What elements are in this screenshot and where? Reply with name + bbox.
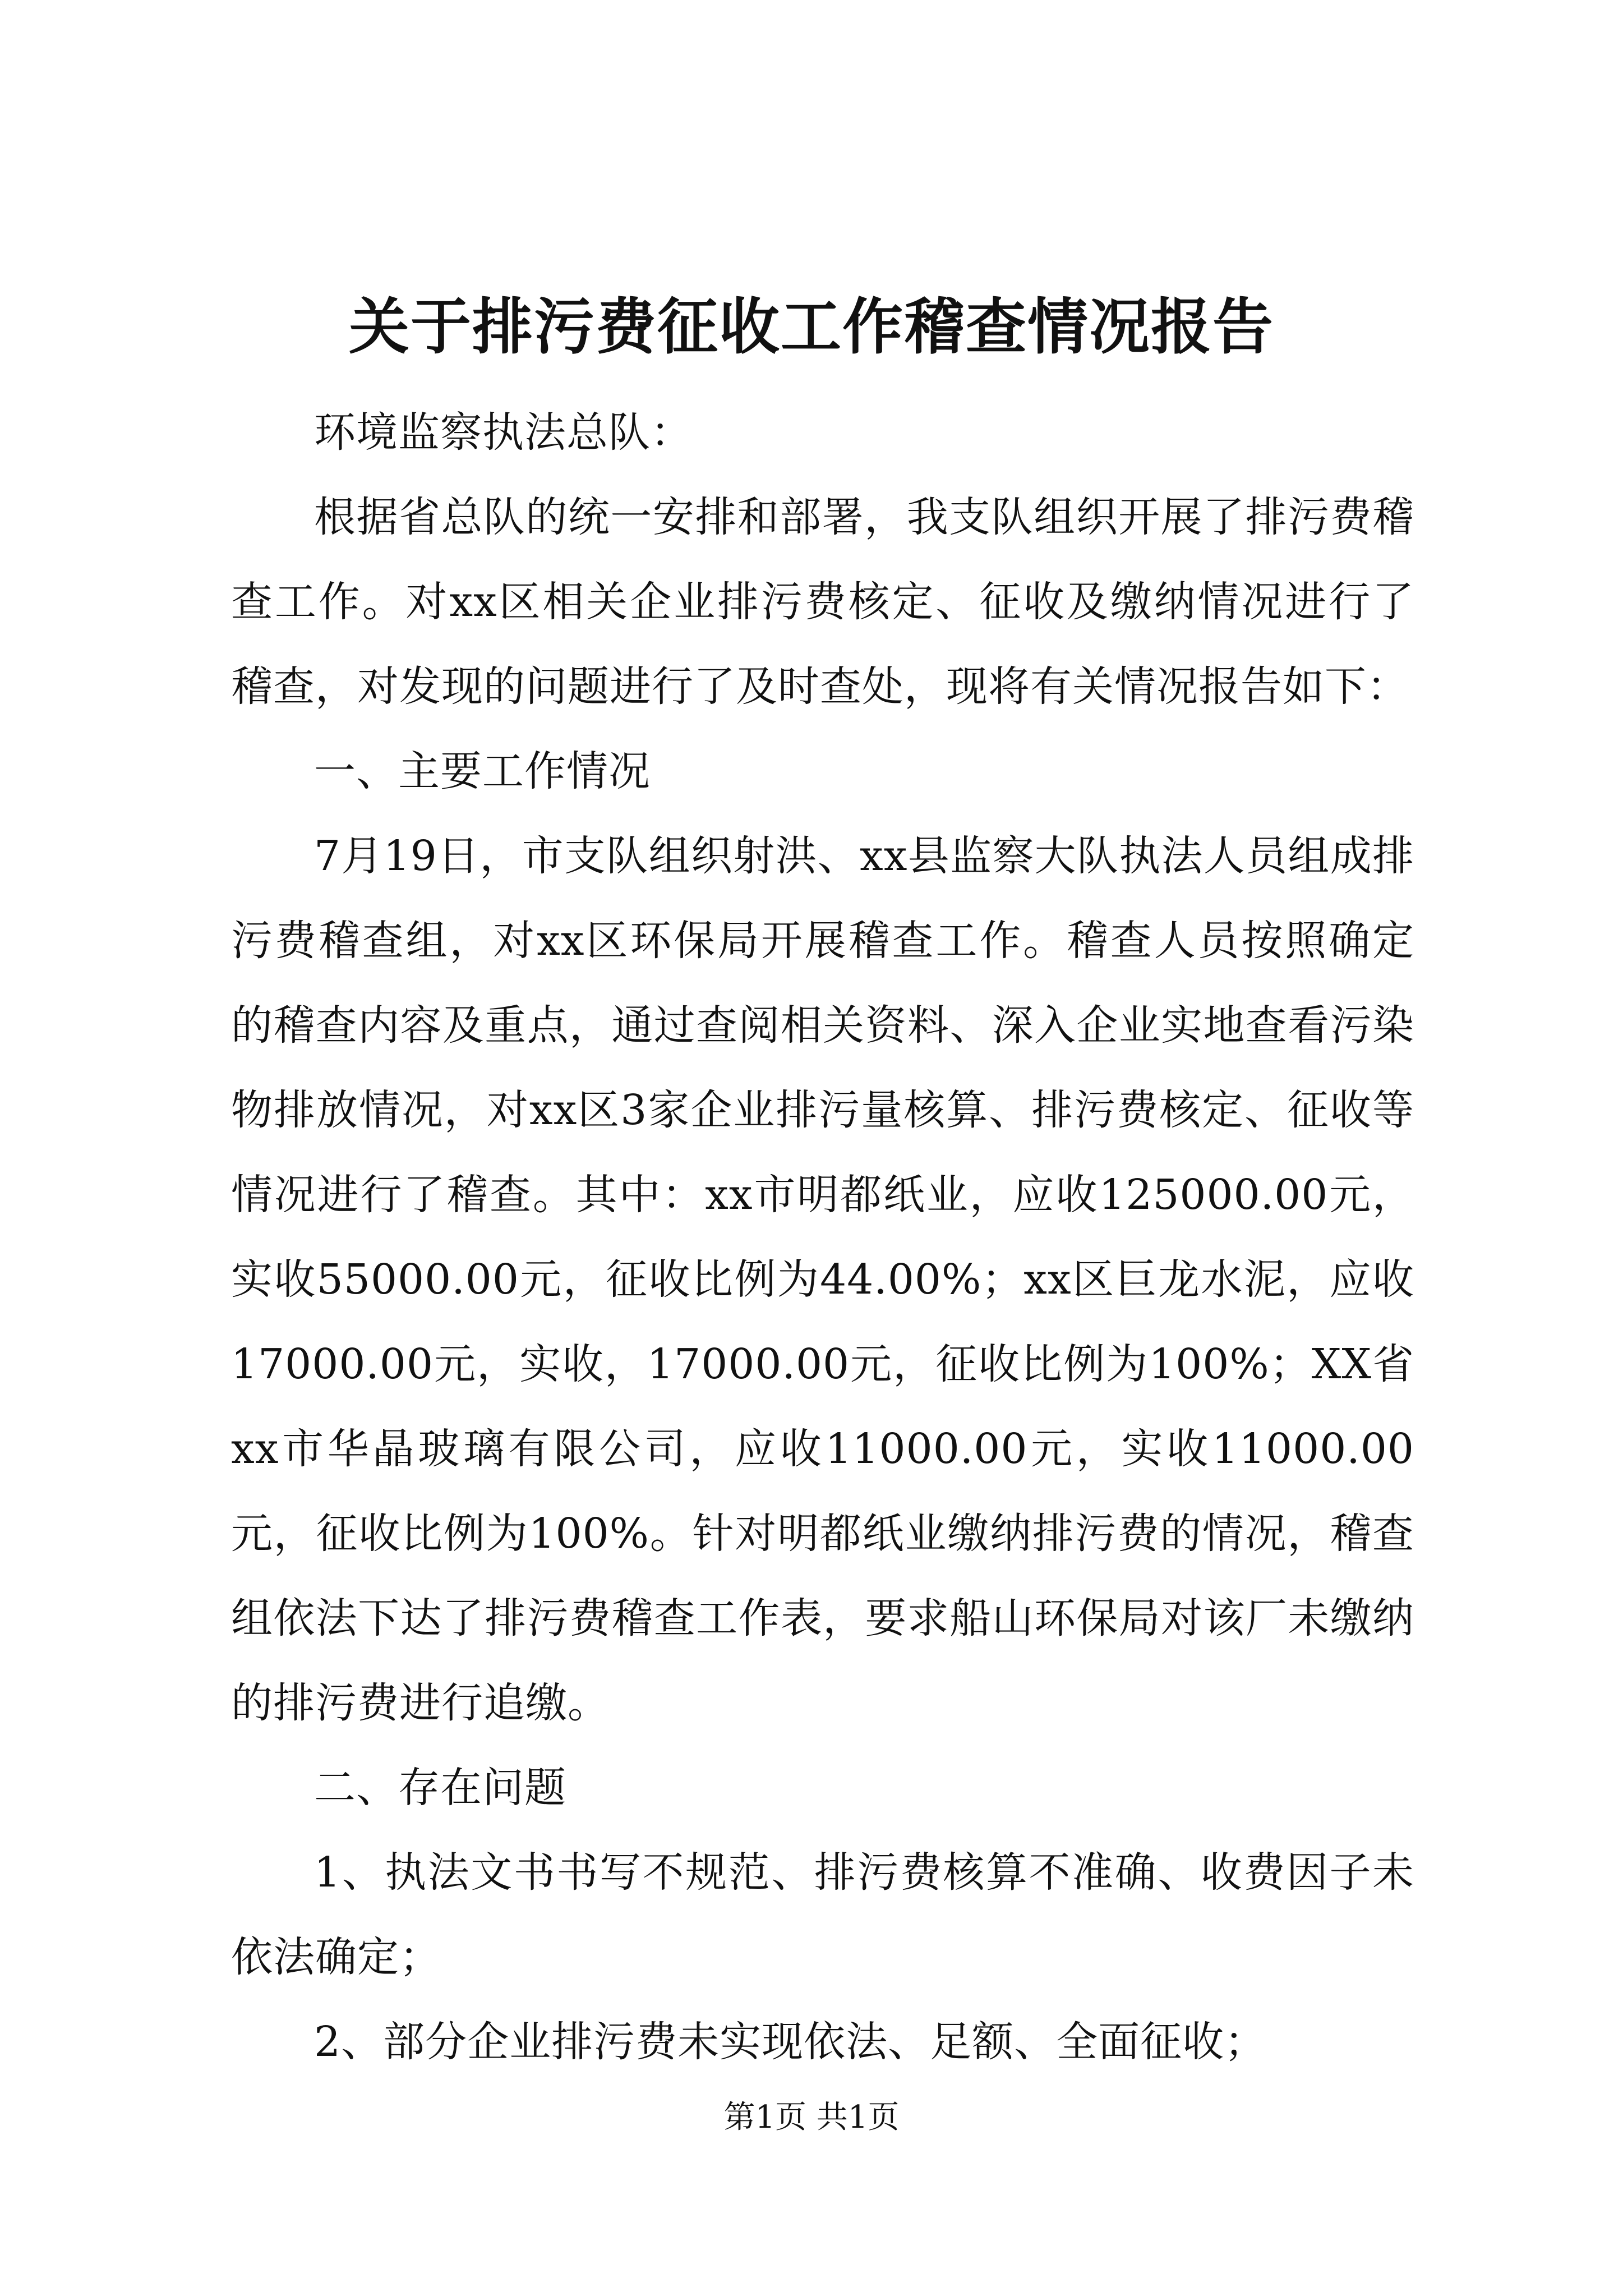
problem-item: 1、执法文书书写不规范、排污费核算不准确、收费因子未依法确定； (231, 1848, 1414, 1981)
problem-item: 2、部分企业排污费未实现依法、足额、全面征收； (314, 2018, 1267, 2066)
intro-paragraph: 根据省总队的统一安排和部署，我支队组织开展了排污费稽查工作。对xx区相关企业排污费核定、征收及缴纳情况进行了稽查，对发现的问题进行了及时查处，现将有关情况报告如下： (231, 493, 1414, 711)
section-heading-problems: 二、存在问题 (314, 1764, 566, 1812)
page-footer: 第1页 共1页 (723, 2099, 900, 2136)
work-paragraph: 7月19日，市支队组织射洪、xx县监察大队执法人员组成排污费稽查组，对xx区环保局开展稽查工作。稽查人员按照确定的稽查内容及重点，通过查阅相关资料、深入企业实地查看污染物排放情况，对xx区3家企业排污量核算、排污费核定、征收等情况进行了稽查。其中：xx市明都纸业，应收125000.00元，实收55000.00元，征收比例为44.00%；xx区巨龙水泥，应收17000.00元，实收，17000.00元，征收比例为100%；XX省xx市华晶玻璃有限公司，应收11000.00元，实收11000.00元，征收比例为100%。针对明都纸业缴纳排污费的情况，稽查组依法下达了排污费稽查工作表，要求船山环保局对该厂未缴纳的排污费进行追缴。 (231, 832, 1414, 1727)
document-body (231, 390, 1414, 2085)
salutation: 环境监察执法总队： (314, 408, 693, 457)
document-title: 关于排污费征收工作稽查情况报告 (348, 292, 1274, 362)
section-heading-work: 一、主要工作情况 (314, 747, 651, 795)
